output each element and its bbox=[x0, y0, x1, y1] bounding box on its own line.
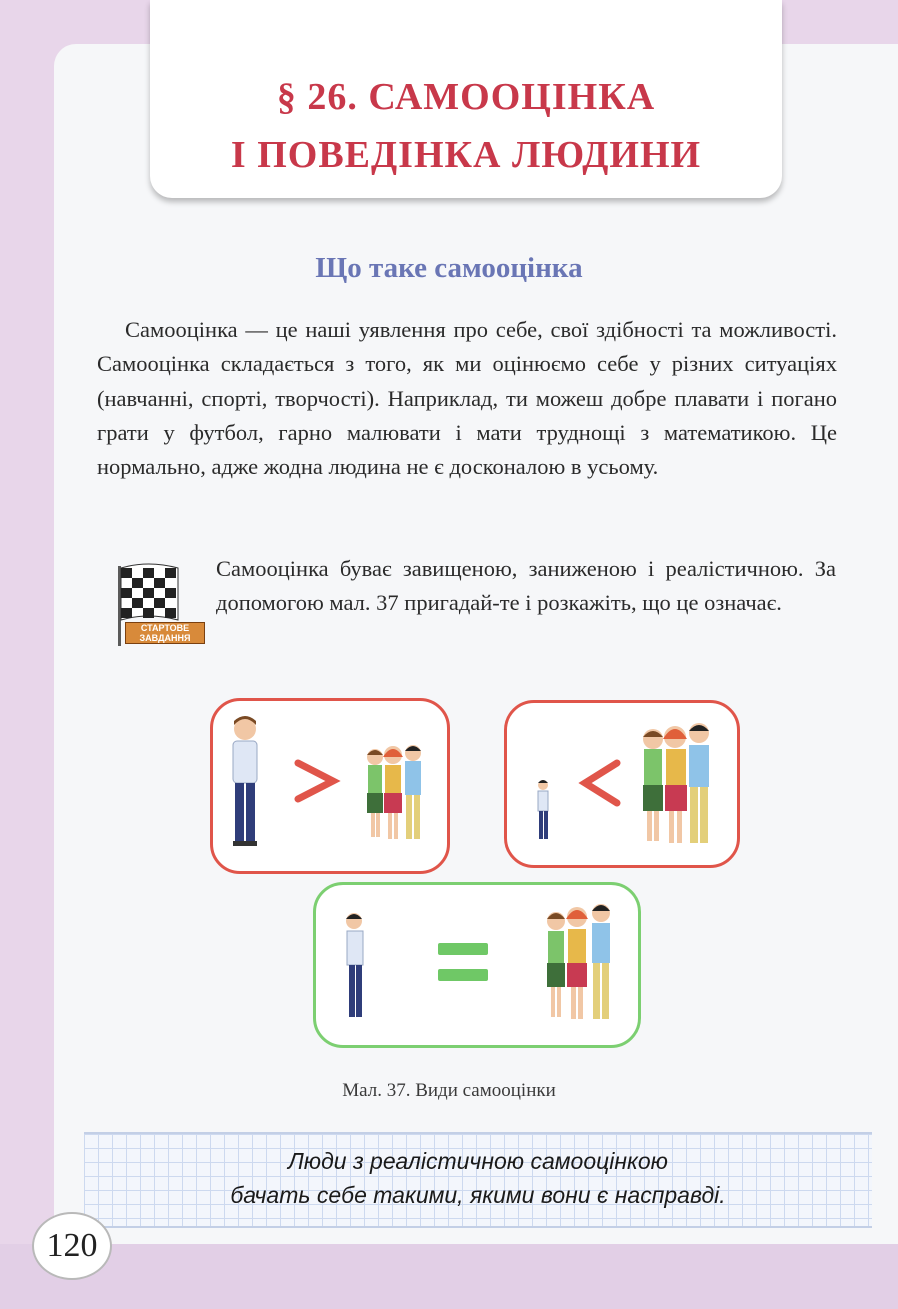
start-task-label bbox=[125, 622, 205, 644]
kids-group-medium bbox=[547, 904, 610, 1019]
less-than-sign bbox=[585, 763, 617, 803]
intro-paragraph: Самооцінка — це наші уявлення про себе, свої здібності та можливості. Самооцінка складається з того, як ми оцінюємо себе у різних ситуаціях (навчанні, спорті, творчості). Наприклад, ти можеш добре плавати і погано грати у футбол, гарно малювати і мати труднощі з математикою. Це нормально, адже жодна людина не є досконалою в усьому. bbox=[97, 317, 837, 480]
kids-group-large bbox=[643, 723, 709, 843]
key-note-line-1: Люди з реалістичною самооцінкою bbox=[288, 1148, 668, 1174]
chapter-title-line-2: І ПОВЕДІНКА ЛЮДИНИ bbox=[230, 134, 702, 176]
boy-figure-small bbox=[538, 780, 548, 839]
figure-caption: Мал. 37. Види самооцінки bbox=[342, 1080, 556, 1101]
boy-figure-large bbox=[233, 716, 257, 846]
key-note-line-2: бачать себе такими, якими вони є насправді. bbox=[230, 1182, 726, 1208]
underestimated-panel bbox=[504, 700, 740, 868]
chapter-title-line-1: § 26. САМООЦІНКА bbox=[276, 76, 656, 118]
bottom-band bbox=[0, 1244, 898, 1309]
realistic-panel bbox=[313, 882, 641, 1048]
start-task-label-line-2: ЗАВДАННЯ bbox=[139, 633, 191, 643]
greater-than-sign bbox=[298, 763, 333, 799]
section-heading: Що таке самооцінка bbox=[315, 252, 583, 284]
start-task-label-line-1: СТАРТОВЕ bbox=[140, 623, 190, 633]
start-task-text: Самооцінка буває завищеною, заниженою і реалістичною. За допомогою мал. 37 пригадай-те і розкажіть, що це означає. bbox=[216, 556, 836, 616]
intro-paragraph-block bbox=[97, 313, 837, 484]
overestimated-panel bbox=[210, 698, 450, 874]
page-number: 120 bbox=[32, 1212, 112, 1280]
equals-sign bbox=[438, 943, 488, 981]
chapter-title-tab bbox=[150, 0, 782, 198]
kids-group-small bbox=[367, 745, 421, 839]
boy-figure-medium bbox=[346, 913, 363, 1017]
key-note-box bbox=[84, 1132, 872, 1228]
